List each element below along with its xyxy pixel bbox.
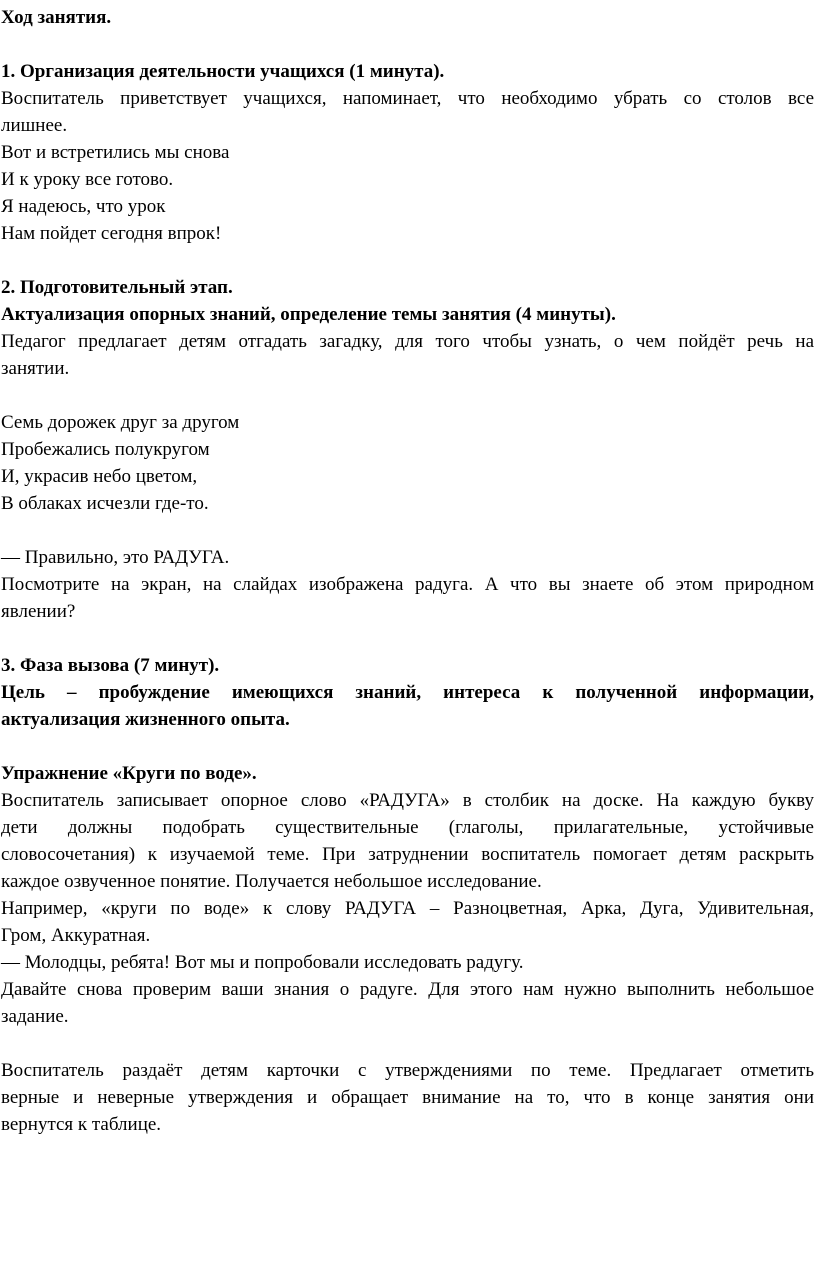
poem-line: Нам пойдет сегодня впрок!: [1, 223, 222, 244]
example-line1: Например, «круги по воде» к слову РАДУГА – Разноцветная, Арка, Дуга, Удивительная,: [1, 898, 814, 919]
riddle-line: Семь дорожек друг за другом: [1, 412, 240, 433]
section2-intro-line2: занятии.: [1, 358, 70, 379]
exercise-line: Воспитатель записывает опорное слово «РАДУГА» в столбик на доске. На каждую букву: [1, 790, 814, 811]
section3-goal-line2: актуализация жизненного опыта.: [1, 709, 290, 730]
spacer: [1, 517, 814, 544]
riddle-line: И, украсив небо цветом,: [1, 466, 198, 487]
section2-intro-line1: Педагог предлагает детям отгадать загадку, для того чтобы узнать, о чем пойдёт речь на: [1, 331, 814, 352]
exercise-line: словосочетания) к изучаемой теме. При затруднении воспитатель помогает детям раскрыть: [1, 844, 814, 865]
example-line2: Гром, Аккуратная.: [1, 925, 151, 946]
poem-line: Вот и встретились мы снова: [1, 142, 230, 163]
riddle-line: В облаках исчезли где-то.: [1, 493, 209, 514]
poem-line: И к уроку все готово.: [1, 169, 174, 190]
section3-goal-line1: Цель – пробуждение имеющихся знаний, интереса к полученной информации,: [1, 682, 814, 703]
cards-line2: верные и неверные утверждения и обращает внимание на то, что в конце занятия они: [1, 1087, 814, 1108]
exercise-line: дети должны подобрать существительные (глаголы, прилагательные, устойчивые: [1, 817, 814, 838]
spacer: [1, 31, 814, 58]
cards-line1: Воспитатель раздаёт детям карточки с утверждениями по теме. Предлагает отметить: [1, 1060, 814, 1081]
check-line2: задание.: [1, 1006, 69, 1027]
spacer: [1, 733, 814, 760]
poem-line: Я надеюсь, что урок: [1, 196, 166, 217]
exercise-line: каждое озвученное понятие. Получается небольшое исследование.: [1, 871, 542, 892]
section2-title: 2. Подготовительный этап.: [1, 277, 233, 298]
spacer: [1, 625, 814, 652]
riddle-answer: — Правильно, это РАДУГА.: [1, 547, 230, 568]
section2-subtitle: Актуализация опорных знаний, определение темы занятия (4 минуты).: [1, 304, 616, 325]
spacer: [1, 382, 814, 409]
spacer: [1, 1030, 814, 1057]
screen-line2: явлении?: [1, 601, 76, 622]
section1-intro-line1: Воспитатель приветствует учащихся, напоминает, что необходимо убрать со столов все: [1, 88, 814, 109]
cards-line3: вернутся к таблице.: [1, 1114, 162, 1135]
spacer: [1, 247, 814, 274]
section3-title: 3. Фаза вызова (7 минут).: [1, 655, 220, 676]
screen-line1: Посмотрите на экран, на слайдах изображена радуга. А что вы знаете об этом природном: [1, 574, 814, 595]
exercise-title: Упражнение «Круги по воде».: [1, 763, 257, 784]
lesson-heading: Ход занятия.: [1, 7, 112, 28]
section1-intro-line2: лишнее.: [1, 115, 68, 136]
check-line1: Давайте снова проверим ваши знания о радуге. Для этого нам нужно выполнить небольшое: [1, 979, 814, 1000]
riddle-line: Пробежались полукругом: [1, 439, 210, 460]
praise-line: — Молодцы, ребята! Вот мы и попробовали исследовать радугу.: [1, 952, 524, 973]
section1-title: 1. Организация деятельности учащихся (1 минута).: [1, 61, 445, 82]
